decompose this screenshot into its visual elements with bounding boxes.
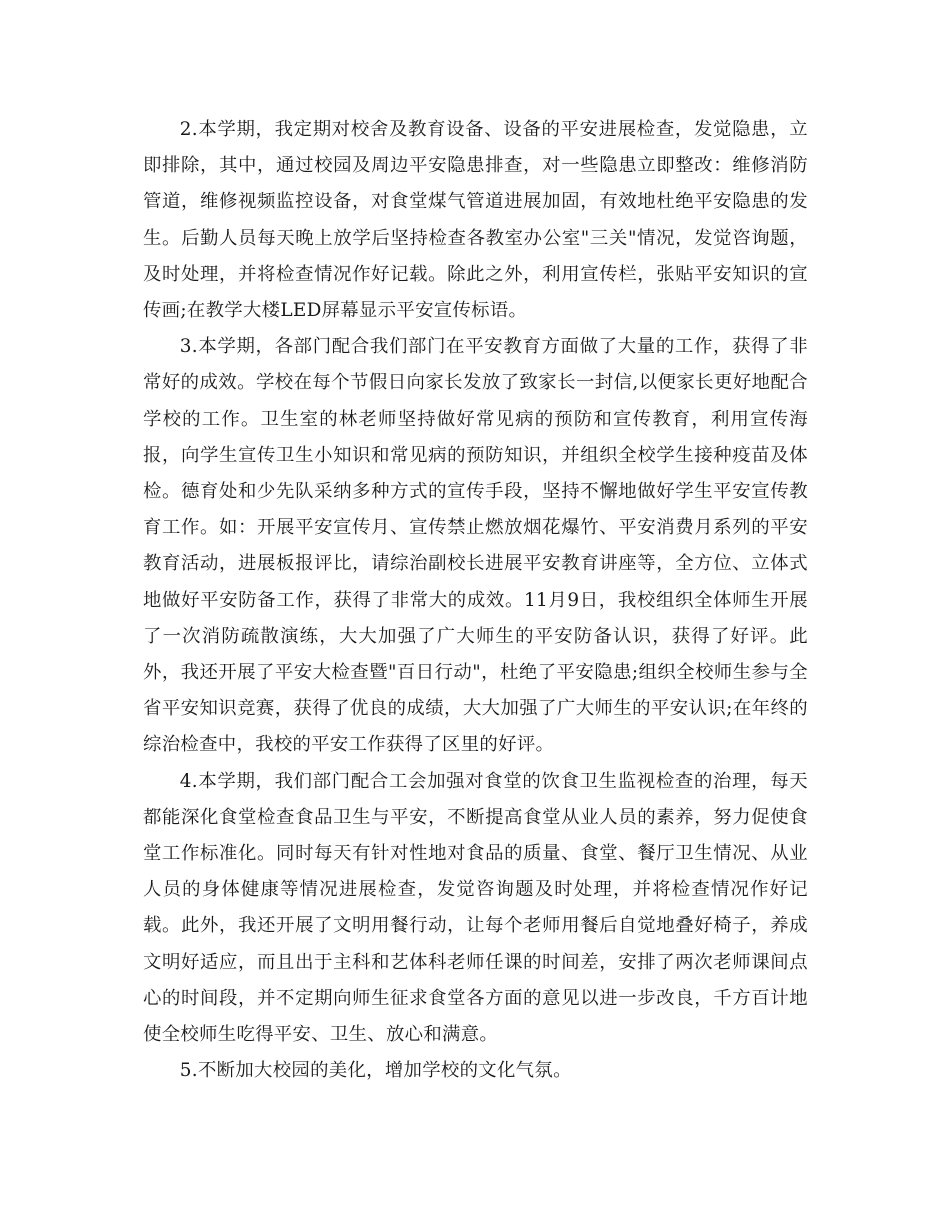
paragraph-item-3: 3.本学期，各部门配合我们部门在平安教育方面做了大量的工作，获得了非常好的成效。学校在每个节假日向家长发放了致家长一封信,以便家长更好地配合学校的工作。卫生室的林老师坚持做好常见病的预防和宣传教育，利用宣传海报，向学生宣传卫生小知识和常见病的预防知识，并组织全校学生接种疫苗及体检。德育处和少先队采纳多种方式的宣传手段，坚持不懈地做好学生平安宣传教育工作。如：开展平安宣传月、宣传禁止燃放烟花爆竹、平安消费月系列的平安教育活动，进展板报评比，请综治副校长进展平安教育讲座等，全方位、立体式地做好平安防备工作，获得了非常大的成效。11月9日，我校组织全体师生开展了一次消防疏散演练，大大加强了广大师生的平安防备认识，获得了好评。此外，我还开展了平安大检查暨"百日行动"，杜绝了平安隐患;组织全校师生参与全省平安知识竞赛，获得了优良的成绩，大大加强了广大师生的平安认识;在年终的综治检查中，我校的平安工作获得了区里的好评。 [143, 336, 808, 756]
document-body [143, 112, 808, 1089]
paragraph-item-4: 4.本学期，我们部门配合工会加强对食堂的饮食卫生监视检查的治理，每天都能深化食堂检查食品卫生与平安，不断提高食堂从业人员的素养，努力促使食堂工作标准化。同时每天有针对性地对食品的质量、食堂、餐厅卫生情况、从业人员的身体健康等情况进展检查，发觉咨询题及时处理，并将检查情况作好记载。此外，我还开展了文明用餐行动，让每个老师用餐后自觉地叠好椅子，养成文明好适应，而且出于主科和艺体科老师任课的时间差，安排了两次老师课间点心的时间段，并不定期向师生征求食堂各方面的意见以进一步改良，千方百计地使全校师生吃得平安、卫生、放心和满意。 [143, 770, 808, 1046]
paragraph-item-5: 5.不断加大校园的美化，增加学校的文化气氛。 [179, 1060, 572, 1082]
paragraph-item-2: 2.本学期，我定期对校舍及教育设备、设备的平安进展检查，发觉隐患，立即排除，其中，通过校园及周边平安隐患排查，对一些隐患立即整改：维修消防管道，维修视频监控设备，对食堂煤气管道进展加固，有效地杜绝平安隐患的发生。后勤人员每天晚上放学后坚持检查各教室办公室"三关"情况，发觉咨询题，及时处理，并将检查情况作好记载。除此之外，利用宣传栏，张贴平安知识的宣传画;在教学大楼LED屏幕显示平安宣传标语。 [143, 119, 808, 322]
